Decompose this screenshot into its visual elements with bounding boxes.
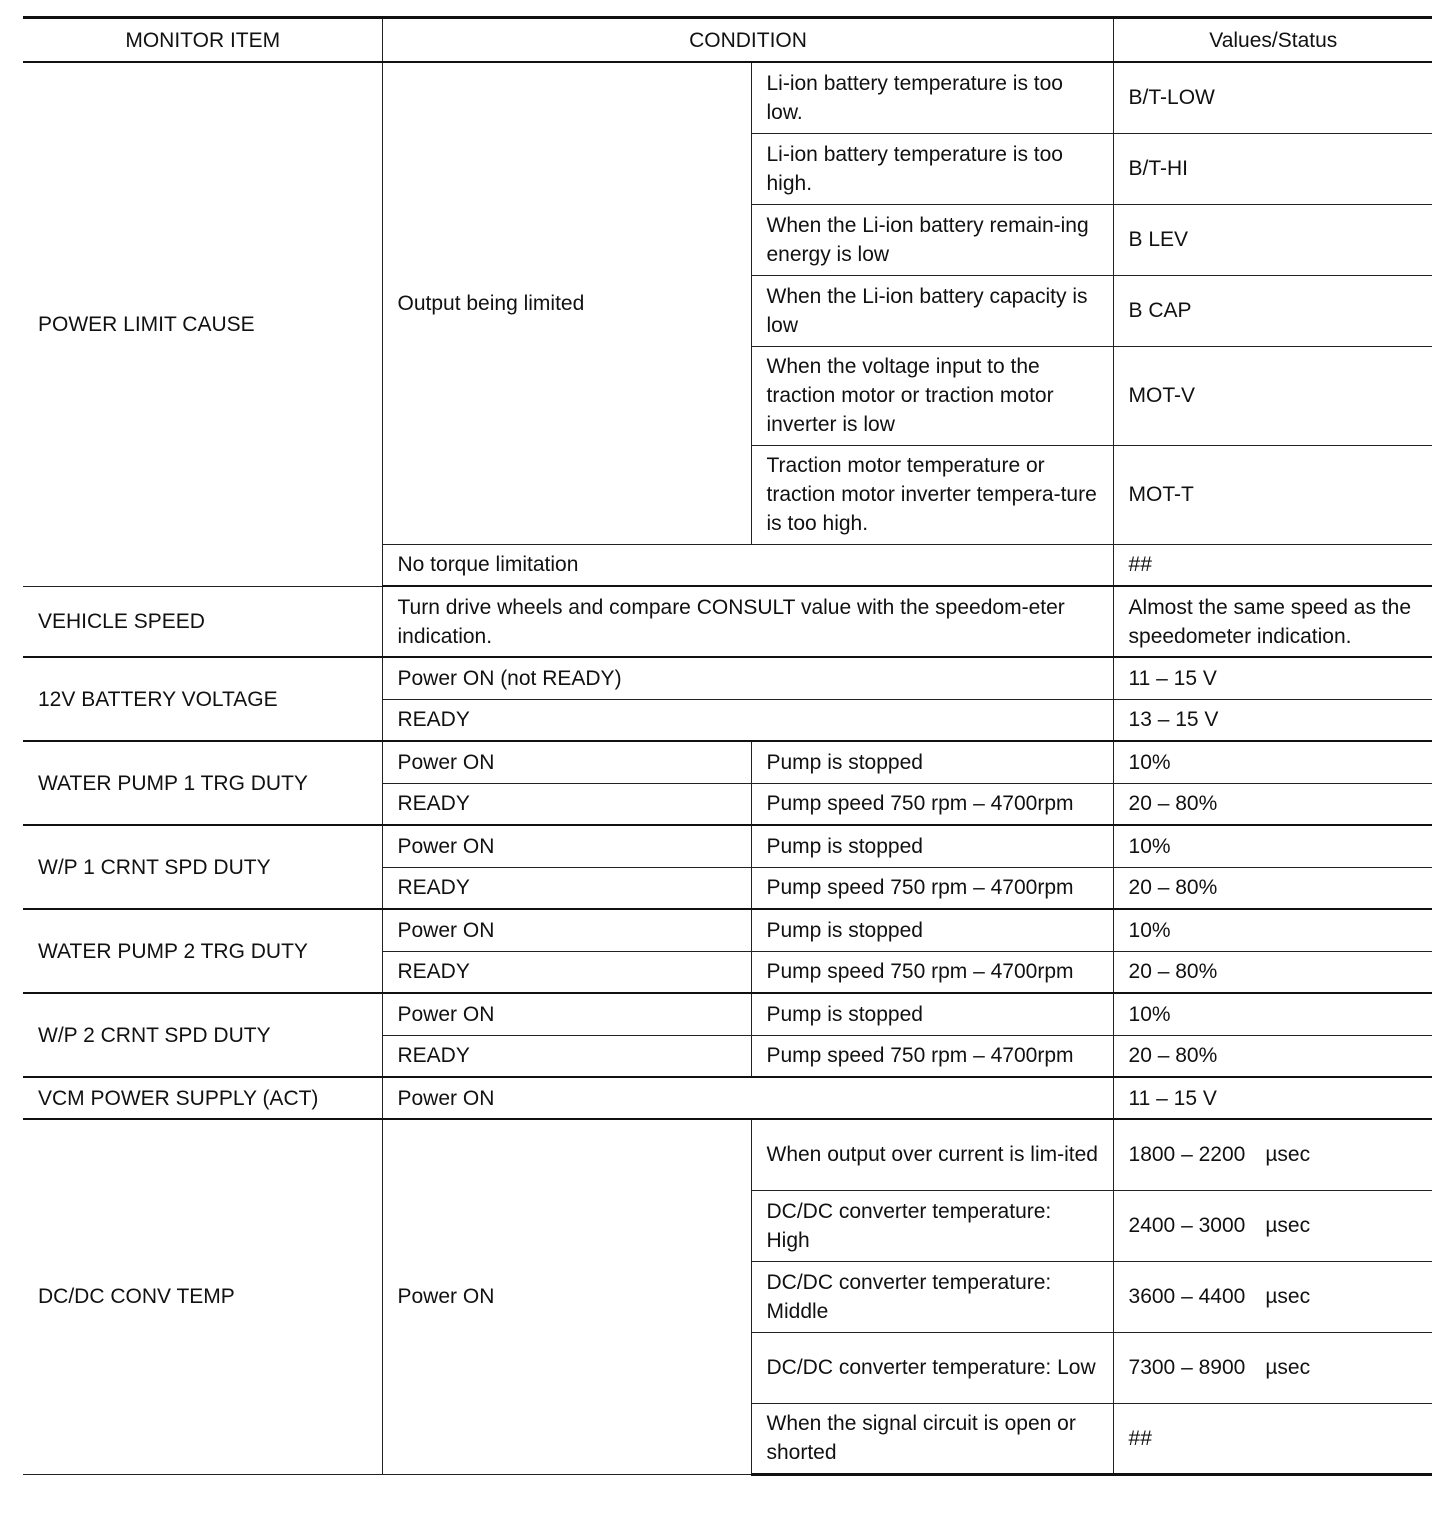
value-cell: Almost the same speed as the speedometer indication. [1113, 586, 1432, 657]
sub-condition-cell: When the voltage input to the traction motor or traction motor inverter is low [751, 346, 1113, 445]
table-row [23, 825, 1432, 867]
value-cell: 10% [1113, 909, 1432, 951]
value-unit: µsec [1265, 1214, 1311, 1237]
value-cell: 20 – 80% [1113, 951, 1432, 993]
condition-cell: Output being limited [382, 62, 751, 544]
condition-cell: READY [382, 867, 751, 909]
monitor-item-cell: VCM POWER SUPPLY (ACT) [23, 1077, 382, 1119]
value-cell: 13 – 15 V [1113, 699, 1432, 741]
sub-condition-cell: When the signal circuit is open or shorted [751, 1403, 1113, 1474]
sub-condition-cell: Pump speed 750 rpm – 4700rpm [751, 951, 1113, 993]
value-cell [1113, 1261, 1432, 1332]
value-cell: B CAP [1113, 275, 1432, 346]
sub-condition-cell: DC/DC converter temperature: Middle [751, 1261, 1113, 1332]
sub-condition-cell: Pump speed 750 rpm – 4700rpm [751, 1035, 1113, 1077]
sub-condition-cell: Pump is stopped [751, 825, 1113, 867]
condition-cell: Power ON [382, 1119, 751, 1474]
sub-condition-cell: Pump is stopped [751, 993, 1113, 1035]
value-cell [1113, 1119, 1432, 1190]
condition-cell: No torque limitation [382, 544, 1113, 586]
condition-cell: Power ON [382, 741, 751, 783]
value-range: 1800 – 2200 [1128, 1143, 1246, 1167]
value-cell: 20 – 80% [1113, 1035, 1432, 1077]
table-row [23, 657, 1432, 699]
value-cell: 11 – 15 V [1113, 1077, 1432, 1119]
value-cell: 20 – 80% [1113, 783, 1432, 825]
sub-condition-cell: Pump is stopped [751, 909, 1113, 951]
condition-cell: Power ON [382, 1077, 1113, 1119]
condition-cell: Power ON [382, 909, 751, 951]
condition-cell: Power ON [382, 993, 751, 1035]
header-condition: CONDITION [382, 18, 1113, 63]
value-range: ## [1128, 1426, 1152, 1450]
sub-condition-cell: Traction motor temperature or traction motor inverter tempera-ture is too high. [751, 445, 1113, 544]
table-row [23, 1119, 1432, 1190]
sub-condition-cell: When output over current is lim-ited [751, 1119, 1113, 1190]
condition-cell: READY [382, 783, 751, 825]
sub-condition-cell: DC/DC converter temperature: High [751, 1190, 1113, 1261]
value-cell: 10% [1113, 993, 1432, 1035]
monitor-item-cell: 12V BATTERY VOLTAGE [23, 657, 382, 741]
header-values-status: Values/Status [1113, 18, 1432, 63]
value-unit: µsec [1265, 1285, 1311, 1308]
value-cell: MOT-T [1113, 445, 1432, 544]
value-cell: 10% [1113, 825, 1432, 867]
value-unit: µsec [1265, 1143, 1311, 1167]
table-row [23, 741, 1432, 783]
value-cell: B LEV [1113, 204, 1432, 275]
condition-cell: READY [382, 699, 1113, 741]
value-cell: 11 – 15 V [1113, 657, 1432, 699]
table-row [23, 993, 1432, 1035]
monitor-item-cell: DC/DC CONV TEMP [23, 1119, 382, 1474]
monitor-item-cell: POWER LIMIT CAUSE [23, 62, 382, 586]
table-row [23, 586, 1432, 657]
table-row [23, 909, 1432, 951]
condition-cell: READY [382, 951, 751, 993]
monitor-item-cell: W/P 2 CRNT SPD DUTY [23, 993, 382, 1077]
value-unit: µsec [1265, 1356, 1311, 1379]
sub-condition-cell: Pump is stopped [751, 741, 1113, 783]
sub-condition-cell: When the Li-ion battery capacity is low [751, 275, 1113, 346]
sub-condition-cell: Pump speed 750 rpm – 4700rpm [751, 867, 1113, 909]
value-cell [1113, 1403, 1432, 1474]
value-cell: B/T-LOW [1113, 62, 1432, 133]
sub-condition-cell: Li-ion battery temperature is too high. [751, 133, 1113, 204]
value-cell: 10% [1113, 741, 1432, 783]
sub-condition-cell: When the Li-ion battery remain-ing energy is low [751, 204, 1113, 275]
value-cell [1113, 1190, 1432, 1261]
value-cell: MOT-V [1113, 346, 1432, 445]
condition-cell: Power ON (not READY) [382, 657, 1113, 699]
header-monitor-item: MONITOR ITEM [23, 18, 382, 63]
value-range: 2400 – 3000 [1128, 1214, 1246, 1237]
condition-cell: Power ON [382, 825, 751, 867]
sub-condition-cell: DC/DC converter temperature: Low [751, 1332, 1113, 1403]
value-cell: 20 – 80% [1113, 867, 1432, 909]
monitor-item-table [23, 16, 1432, 1476]
value-cell: ## [1113, 544, 1432, 586]
monitor-item-cell: WATER PUMP 1 TRG DUTY [23, 741, 382, 825]
value-cell: B/T-HI [1113, 133, 1432, 204]
condition-cell: READY [382, 1035, 751, 1077]
condition-cell: Turn drive wheels and compare CONSULT value with the speedom-eter indication. [382, 586, 1113, 657]
sub-condition-cell: Li-ion battery temperature is too low. [751, 62, 1113, 133]
value-range: 7300 – 8900 [1128, 1356, 1246, 1379]
monitor-item-cell: VEHICLE SPEED [23, 586, 382, 657]
header-row [23, 18, 1432, 63]
monitor-item-cell: W/P 1 CRNT SPD DUTY [23, 825, 382, 909]
sub-condition-cell: Pump speed 750 rpm – 4700rpm [751, 783, 1113, 825]
value-cell [1113, 1332, 1432, 1403]
value-range: 3600 – 4400 [1128, 1285, 1246, 1308]
table-row [23, 1077, 1432, 1119]
table-row [23, 62, 1432, 133]
monitor-item-cell: WATER PUMP 2 TRG DUTY [23, 909, 382, 993]
